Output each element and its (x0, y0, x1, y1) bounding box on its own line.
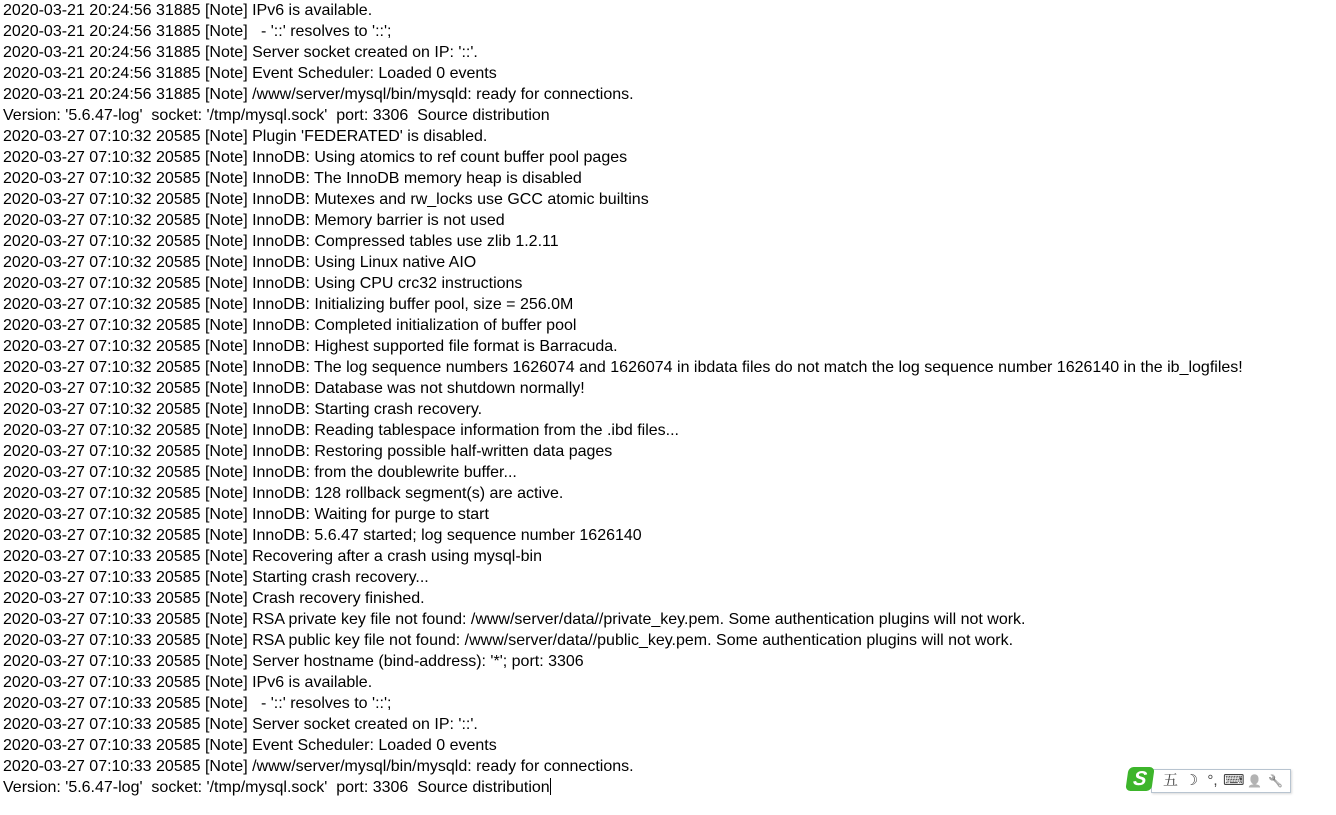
log-line (3, 651, 1243, 672)
log-line (3, 231, 1243, 252)
log-line-text: 2020-03-27 07:10:33 20585 [Note] Crash recovery finished. (3, 590, 425, 607)
log-line (3, 504, 1243, 525)
log-line-text: 2020-03-27 07:10:33 20585 [Note] Recovering after a crash using mysql-bin (3, 548, 542, 565)
log-line (3, 756, 1243, 777)
log-line (3, 693, 1243, 714)
log-line (3, 21, 1243, 42)
log-line-text: 2020-03-27 07:10:32 20585 [Note] InnoDB: 5.6.47 started; log sequence number 1626140 (3, 527, 642, 544)
log-line (3, 63, 1243, 84)
log-line (3, 567, 1243, 588)
user-icon[interactable]: 👤 (1247, 774, 1262, 788)
log-line-text: 2020-03-27 07:10:33 20585 [Note] Starting crash recovery... (3, 569, 429, 586)
log-line-text: 2020-03-27 07:10:32 20585 [Note] InnoDB: Waiting for purge to start (3, 506, 489, 523)
log-line-text: 2020-03-27 07:10:32 20585 [Note] InnoDB: Using CPU crc32 instructions (3, 275, 523, 292)
log-line-text: 2020-03-27 07:10:32 20585 [Note] InnoDB: Initializing buffer pool, size = 256.0M (3, 296, 574, 313)
log-line (3, 189, 1243, 210)
log-line-text: 2020-03-27 07:10:32 20585 [Note] InnoDB: The log sequence numbers 1626074 and 1626074 in ibdata files do not match the log sequence number 1626140 in the ib_logfiles! (3, 359, 1243, 376)
log-line-text: 2020-03-27 07:10:32 20585 [Note] InnoDB: Database was not shutdown normally! (3, 380, 585, 397)
log-line (3, 672, 1243, 693)
log-line (3, 105, 1243, 126)
log-line (3, 273, 1243, 294)
log-line-text: 2020-03-27 07:10:32 20585 [Note] InnoDB: Starting crash recovery. (3, 401, 483, 418)
log-line-text: 2020-03-27 07:10:33 20585 [Note] /www/server/mysql/bin/mysqld: ready for connections. (3, 758, 634, 775)
log-line-text: 2020-03-21 20:24:56 31885 [Note] Server socket created on IP: '::'. (3, 44, 478, 61)
log-line (3, 714, 1243, 735)
log-line (3, 777, 1243, 798)
log-line (3, 483, 1243, 504)
ime-toolbar[interactable] (1127, 767, 1291, 793)
log-line (3, 336, 1243, 357)
log-line-text: 2020-03-27 07:10:33 20585 [Note] - '::' resolves to '::'; (3, 695, 392, 712)
log-line-text: 2020-03-21 20:24:56 31885 [Note] Event Scheduler: Loaded 0 events (3, 65, 497, 82)
log-line (3, 462, 1243, 483)
log-line (3, 252, 1243, 273)
log-line (3, 42, 1243, 63)
log-line-text: 2020-03-27 07:10:32 20585 [Note] InnoDB: Restoring possible half-written data pages (3, 443, 613, 460)
log-line-text: 2020-03-27 07:10:33 20585 [Note] IPv6 is available. (3, 674, 373, 691)
log-line-text: 2020-03-27 07:10:32 20585 [Note] InnoDB: from the doublewrite buffer... (3, 464, 517, 481)
log-line-text: 2020-03-27 07:10:32 20585 [Note] InnoDB: Completed initialization of buffer pool (3, 317, 577, 334)
text-cursor (550, 778, 551, 795)
punctuation-button[interactable]: °, (1207, 772, 1218, 789)
log-line-text: 2020-03-27 07:10:33 20585 [Note] Event Scheduler: Loaded 0 events (3, 737, 497, 754)
sogou-logo-icon[interactable]: S (1125, 767, 1154, 791)
log-line (3, 525, 1243, 546)
log-line-text: 2020-03-21 20:24:56 31885 [Note] - '::' resolves to '::'; (3, 23, 392, 40)
log-line (3, 126, 1243, 147)
moon-icon[interactable]: ☽ (1184, 772, 1199, 789)
log-line-text: Version: '5.6.47-log' socket: '/tmp/mysql.sock' port: 3306 Source distribution (3, 779, 550, 796)
log-text-area[interactable] (3, 0, 1243, 798)
log-line (3, 147, 1243, 168)
log-line-text: 2020-03-27 07:10:32 20585 [Note] InnoDB: Reading tablespace information from the .ibd files... (3, 422, 679, 439)
log-line (3, 357, 1243, 378)
log-line (3, 84, 1243, 105)
log-line (3, 609, 1243, 630)
log-line-text: 2020-03-27 07:10:32 20585 [Note] InnoDB: Mutexes and rw_locks use GCC atomic builtins (3, 191, 649, 208)
log-line (3, 420, 1243, 441)
log-line-text: 2020-03-27 07:10:32 20585 [Note] InnoDB: Using atomics to ref count buffer pool pages (3, 149, 628, 166)
log-line-text: 2020-03-21 20:24:56 31885 [Note] /www/server/mysql/bin/mysqld: ready for connections. (3, 86, 634, 103)
log-line (3, 168, 1243, 189)
log-line-text: 2020-03-27 07:10:32 20585 [Note] InnoDB: 128 rollback segment(s) are active. (3, 485, 564, 502)
wrench-icon[interactable]: 🔧 (1268, 774, 1283, 788)
input-mode-button[interactable]: 五 (1162, 772, 1178, 789)
log-line (3, 546, 1243, 567)
ime-toolbar-bar (1151, 769, 1291, 793)
log-line (3, 210, 1243, 231)
log-line-text: 2020-03-27 07:10:32 20585 [Note] InnoDB: Using Linux native AIO (3, 254, 477, 271)
log-line-text: 2020-03-27 07:10:33 20585 [Note] RSA private key file not found: /www/server/data//private_key.pem. Some authentication plugins will not work. (3, 611, 1026, 628)
log-line (3, 441, 1243, 462)
log-line-text: 2020-03-27 07:10:32 20585 [Note] InnoDB: Memory barrier is not used (3, 212, 505, 229)
log-line (3, 588, 1243, 609)
log-line (3, 378, 1243, 399)
log-line (3, 399, 1243, 420)
log-line-text: 2020-03-27 07:10:33 20585 [Note] RSA public key file not found: /www/server/data//public_key.pem. Some authentication plugins will not work. (3, 632, 1014, 649)
log-line-text: 2020-03-27 07:10:33 20585 [Note] Server socket created on IP: '::'. (3, 716, 478, 733)
log-line-text: 2020-03-21 20:24:56 31885 [Note] IPv6 is available. (3, 2, 373, 19)
keyboard-icon[interactable]: ⌨ (1223, 772, 1245, 789)
log-line-text: Version: '5.6.47-log' socket: '/tmp/mysql.sock' port: 3306 Source distribution (3, 107, 550, 124)
log-line-text: 2020-03-27 07:10:32 20585 [Note] InnoDB: The InnoDB memory heap is disabled (3, 170, 582, 187)
log-line (3, 735, 1243, 756)
log-line (3, 315, 1243, 336)
log-line (3, 294, 1243, 315)
log-line (3, 630, 1243, 651)
log-line-text: 2020-03-27 07:10:32 20585 [Note] InnoDB: Highest supported file format is Barracuda. (3, 338, 618, 355)
log-line-text: 2020-03-27 07:10:33 20585 [Note] Server hostname (bind-address): '*'; port: 3306 (3, 653, 584, 670)
log-line (3, 0, 1243, 21)
log-line-text: 2020-03-27 07:10:32 20585 [Note] InnoDB: Compressed tables use zlib 1.2.11 (3, 233, 559, 250)
log-line-text: 2020-03-27 07:10:32 20585 [Note] Plugin 'FEDERATED' is disabled. (3, 128, 488, 145)
